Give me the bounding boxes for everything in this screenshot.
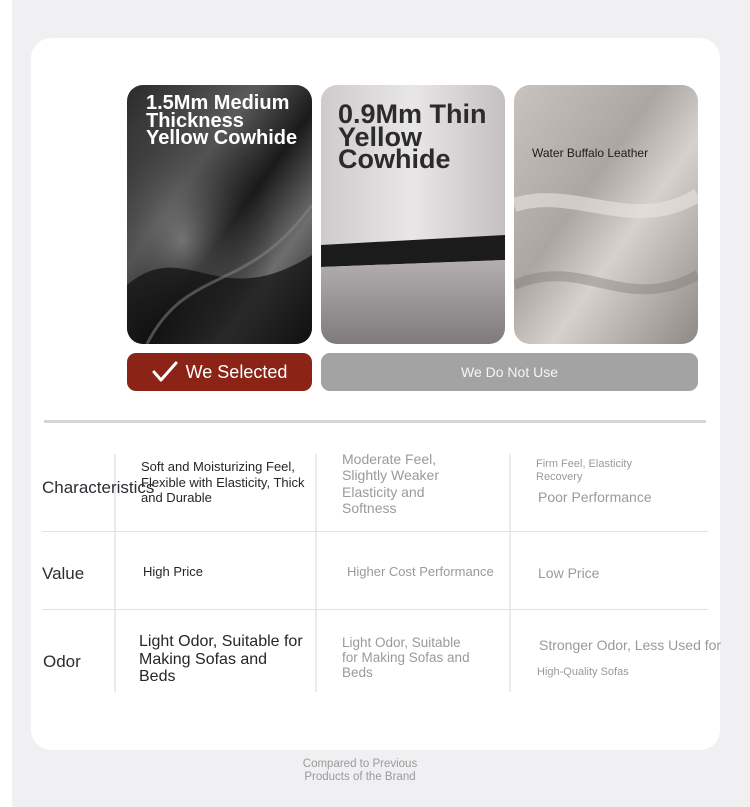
cell-characteristics-selected: Soft and Moisturizing Feel, Flexible with Elasticity, Thick and Durable <box>141 459 305 505</box>
column-divider <box>315 454 317 692</box>
checkmark-icon <box>152 361 178 383</box>
row-divider <box>42 609 708 610</box>
cell-value-buffalo: Low Price <box>538 565 600 581</box>
swatch-water-buffalo <box>514 85 698 344</box>
material-label: Water Buffalo Leather <box>532 146 649 160</box>
cell-odor-thin: Light Odor, Suitable for Making Sofas and Beds <box>342 635 470 680</box>
row-header-characteristics: Characteristics <box>42 478 155 497</box>
badge-label: We Selected <box>185 361 288 382</box>
cell-characteristics-buffalo: Firm Feel, Elasticity Recovery <box>536 458 632 483</box>
swatch-thin-cowhide <box>321 85 505 344</box>
we-selected-badge <box>127 353 312 391</box>
cell-odor-buffalo-note: High-Quality Sofas <box>537 666 629 678</box>
row-header-odor: Odor <box>43 652 81 671</box>
cell-characteristics-buffalo-note: Poor Performance <box>538 489 652 505</box>
cell-odor-buffalo: Stronger Odor, Less Used for <box>539 637 722 653</box>
page-edge <box>0 0 12 807</box>
footer-note: Compared to Previous Products of the Brand <box>302 758 418 783</box>
row-header-value: Value <box>42 564 85 583</box>
cell-value-selected: High Price <box>143 564 203 579</box>
row-divider <box>42 531 708 532</box>
swatch-medium-cowhide <box>127 85 312 344</box>
badge-label: We Do Not Use <box>461 364 558 380</box>
material-label: 1.5Mm Medium Thickness Yellow Cowhide <box>146 92 298 149</box>
we-do-not-use-badge <box>321 353 698 391</box>
cell-odor-selected: Light Odor, Suitable for Making Sofas and Beds <box>139 633 303 685</box>
material-label: 0.9Mm Thin Yellow Cowhide <box>338 99 487 174</box>
cell-value-thin: Higher Cost Performance <box>347 564 494 579</box>
column-divider <box>509 454 511 692</box>
buffalo-leather-image <box>514 85 698 344</box>
section-divider <box>44 420 706 423</box>
cell-characteristics-thin: Moderate Feel, Slightly Weaker Elasticity and Softness <box>342 451 440 516</box>
